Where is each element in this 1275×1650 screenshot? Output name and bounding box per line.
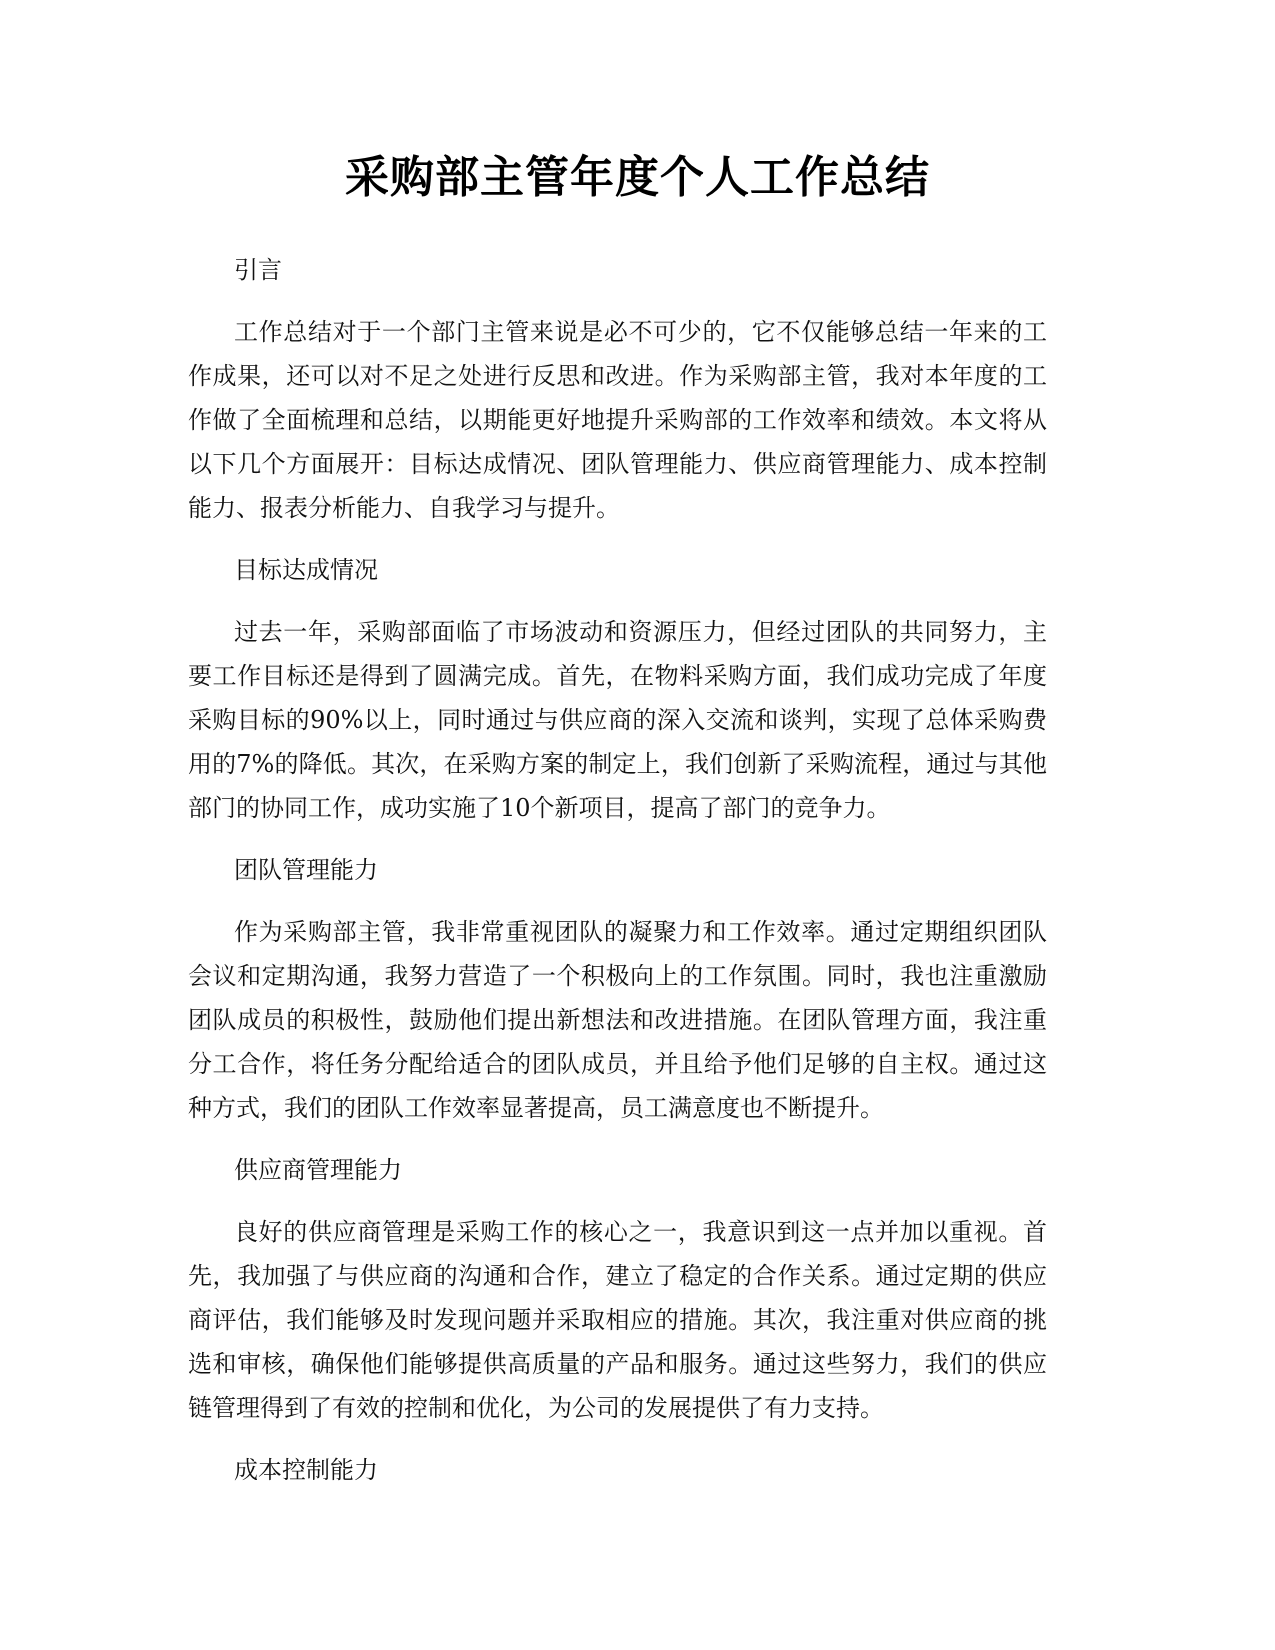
- section-paragraph: 良好的供应商管理是采购工作的核心之一，我意识到这一点并加以重视。首先，我加强了与供应商的沟通和合作，建立了稳定的合作关系。通过定期的供应商评估，我们能够及时发现问题并采取相应的措施。其次，我注重对供应商的挑选和审核，确保他们能够提供高质量的产品和服务。通过这些努力，我们的供应链管理得到了有效的控制和优化，为公司的发展提供了有力支持。: [188, 1218, 1047, 1422]
- section-paragraph: 作为采购部主管，我非常重视团队的凝聚力和工作效率。通过定期组织团队会议和定期沟通，我努力营造了一个积极向上的工作氛围。同时，我也注重激励团队成员的积极性，鼓励他们提出新想法和改进措施。在团队管理方面，我注重分工合作，将任务分配给适合的团队成员，并且给予他们足够的自主权。通过这种方式，我们的团队工作效率显著提高，员工满意度也不断提升。: [188, 918, 1047, 1122]
- spacer: [188, 530, 1047, 548]
- spacer: [188, 830, 1047, 848]
- spacer: [188, 1430, 1047, 1448]
- section-team-management: [188, 848, 1047, 1130]
- section-cost-control: [188, 1448, 1047, 1492]
- section-heading: 团队管理能力: [234, 856, 378, 884]
- section-paragraph: 工作总结对于一个部门主管来说是必不可少的，它不仅能够总结一年来的工作成果，还可以对不足之处进行反思和改进。作为采购部主管，我对本年度的工作做了全面梳理和总结，以期能更好地提升采购部的工作效率和绩效。本文将从以下几个方面展开：目标达成情况、团队管理能力、供应商管理能力、成本控制能力、报表分析能力、自我学习与提升。: [188, 318, 1047, 522]
- section-heading: 引言: [234, 256, 282, 284]
- spacer: [188, 1192, 1047, 1210]
- spacer: [188, 292, 1047, 310]
- section-heading: 目标达成情况: [234, 556, 378, 584]
- spacer: [188, 592, 1047, 610]
- spacer: [188, 1130, 1047, 1148]
- title-spacer: [188, 208, 1047, 248]
- section-heading: 成本控制能力: [234, 1456, 378, 1484]
- section-heading: 供应商管理能力: [234, 1156, 402, 1184]
- section-goal-achievement: [188, 548, 1047, 830]
- spacer: [188, 892, 1047, 910]
- section-paragraph: 过去一年，采购部面临了市场波动和资源压力，但经过团队的共同努力，主要工作目标还是得到了圆满完成。首先，在物料采购方面，我们成功完成了年度采购目标的90%以上，同时通过与供应商的深入交流和谈判，实现了总体采购费用的7%的降低。其次，在采购方案的制定上，我们创新了采购流程，通过与其他部门的协同工作，成功实施了10个新项目，提高了部门的竞争力。: [188, 618, 1047, 822]
- section-introduction: [188, 248, 1047, 530]
- section-supplier-management: [188, 1148, 1047, 1430]
- document-title: 采购部主管年度个人工作总结: [345, 152, 930, 203]
